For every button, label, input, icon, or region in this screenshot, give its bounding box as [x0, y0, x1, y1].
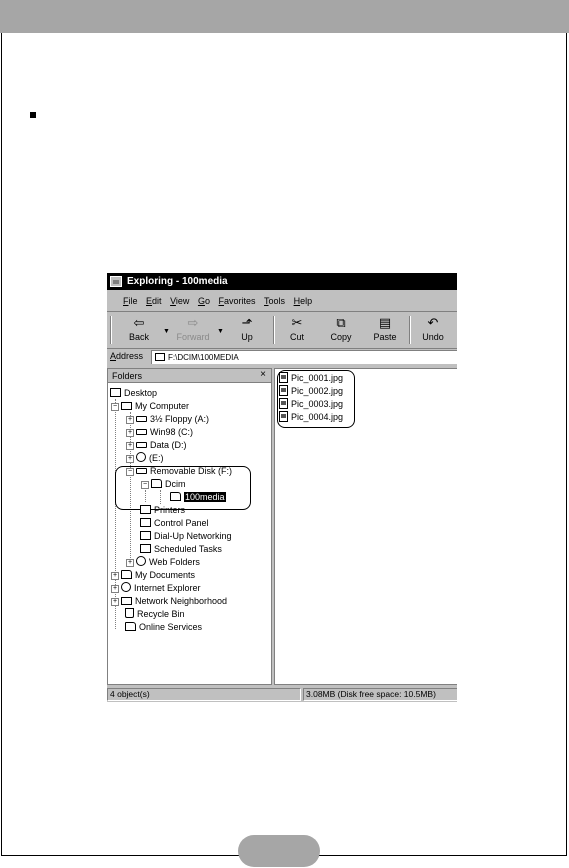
copy-icon: ⧉ [336, 316, 346, 331]
web-folder-icon [136, 556, 146, 566]
hard-drive-icon [136, 442, 147, 448]
status-bar [107, 687, 457, 702]
folders-pane [107, 368, 272, 685]
tree-label: Internet Explorer [134, 583, 201, 593]
folder-icon [121, 570, 132, 579]
tree-label-selected: 100media [185, 492, 225, 502]
copy-button[interactable] [321, 314, 361, 346]
up-label: Up [241, 332, 253, 342]
close-icon[interactable]: × [260, 369, 266, 380]
expand-icon[interactable]: + [127, 559, 133, 566]
expand-icon[interactable]: + [112, 585, 118, 592]
scheduled-tasks-icon [140, 544, 151, 553]
title-bar [107, 273, 457, 290]
control-panel-icon [140, 518, 151, 527]
internet-explorer-icon [121, 582, 131, 592]
tree-item-cd-drive[interactable] [126, 452, 164, 465]
folder-icon [125, 622, 136, 631]
collapse-icon[interactable]: − [112, 403, 118, 410]
tree-label: Win98 (C:) [150, 427, 194, 437]
paste-label: Paste [373, 332, 397, 342]
paste-button[interactable] [365, 314, 405, 346]
expand-icon[interactable]: + [127, 416, 133, 423]
forward-dropdown-icon[interactable]: ▼ [217, 328, 224, 335]
address-input[interactable] [151, 350, 457, 364]
tree-item-online-services[interactable] [125, 621, 202, 634]
tree-label: Control Panel [154, 518, 209, 528]
dial-up-icon [140, 531, 151, 540]
tree-item-desktop[interactable] [110, 387, 157, 400]
tree-item-my-computer[interactable] [111, 400, 189, 413]
tree-label: Recycle Bin [137, 609, 185, 619]
network-icon [121, 597, 132, 605]
tree-label: Scheduled Tasks [154, 544, 222, 554]
clipboard-icon: ▤ [378, 316, 392, 331]
menu-help[interactable]: Help [293, 296, 313, 306]
folders-title: Folders [112, 371, 143, 381]
menu-file[interactable]: File [123, 296, 138, 306]
floppy-drive-icon [136, 416, 147, 422]
undo-label: Undo [422, 332, 444, 342]
tree-item-data[interactable] [126, 439, 187, 452]
address-bar [107, 348, 457, 364]
file-name: Pic_0003.jpg [291, 399, 344, 409]
undo-icon: ↶ [427, 316, 439, 331]
address-value: F:\DCIM\100MEDIA [168, 353, 239, 362]
tree-label: 3½ Floppy (A:) [150, 414, 210, 424]
undo-button[interactable] [413, 314, 453, 346]
toolbar-separator [409, 316, 411, 344]
folder-icon [155, 353, 165, 361]
tree-label: Dcim [165, 479, 186, 489]
image-file-icon [279, 398, 288, 409]
tree-item-floppy[interactable] [126, 413, 209, 426]
collapse-icon[interactable]: − [127, 468, 133, 475]
file-name: Pic_0001.jpg [291, 373, 344, 383]
tree-item-control-panel[interactable] [140, 517, 209, 530]
back-arrow-icon: ⇦ [133, 316, 145, 331]
printer-icon [140, 505, 151, 514]
status-object-count: 4 object(s) [107, 688, 301, 701]
address-label: Address [110, 351, 144, 361]
collapse-icon[interactable]: − [142, 481, 148, 488]
page-number-tab [238, 835, 320, 867]
recycle-bin-icon [125, 608, 134, 618]
toolbar-separator [273, 316, 275, 344]
tree-label: Web Folders [149, 557, 200, 567]
tree-item-my-documents[interactable] [111, 569, 195, 582]
bullet-marker [30, 112, 36, 118]
file-name: Pic_0002.jpg [291, 386, 344, 396]
tree-item-network[interactable] [111, 595, 227, 608]
forward-button[interactable] [173, 314, 213, 346]
cut-button[interactable] [277, 314, 317, 346]
expand-icon[interactable]: + [112, 598, 118, 605]
cut-label: Cut [289, 332, 304, 342]
file-item[interactable] [279, 385, 343, 398]
file-item[interactable] [279, 411, 343, 424]
file-item[interactable] [279, 372, 343, 385]
tree-label: (E:) [149, 453, 164, 463]
tree-label: Network Neighborhood [135, 596, 228, 606]
status-disk-space: 3.08MB (Disk free space: 10.5MB) [303, 688, 457, 701]
folders-header [108, 369, 271, 383]
expand-icon[interactable]: + [127, 429, 133, 436]
menu-view[interactable]: View [170, 296, 190, 306]
page-header-bar [0, 0, 569, 33]
back-dropdown-icon[interactable]: ▼ [163, 328, 170, 335]
menu-go[interactable]: Go [197, 296, 210, 306]
tree-label: Printers [154, 505, 186, 515]
up-button[interactable] [227, 314, 267, 346]
image-file-icon [279, 385, 288, 396]
desktop-icon [110, 388, 121, 397]
menu-bar [107, 293, 457, 309]
tree-label: Data (D:) [150, 440, 187, 450]
hard-drive-icon [136, 429, 147, 435]
back-label: Back [128, 332, 149, 342]
tree-item-scheduled-tasks[interactable] [140, 543, 222, 556]
back-button[interactable] [119, 314, 159, 346]
tree-label: Desktop [124, 388, 158, 398]
expand-icon[interactable]: + [112, 572, 118, 579]
expand-icon[interactable]: + [127, 455, 133, 462]
cd-drive-icon [136, 452, 146, 462]
up-folder-icon: ⬏ [241, 316, 253, 331]
explorer-window [106, 272, 457, 702]
file-name: Pic_0004.jpg [291, 412, 344, 422]
image-file-icon [279, 411, 288, 422]
tree-label: Dial-Up Networking [154, 531, 232, 541]
forward-label: Forward [176, 332, 210, 342]
tree-item-dial-up[interactable] [140, 530, 232, 543]
tree-label: My Documents [135, 570, 196, 580]
files-pane [274, 368, 457, 685]
menu-edit[interactable]: Edit [146, 296, 162, 306]
tree-item-win98[interactable] [126, 426, 193, 439]
scissors-icon: ✂ [291, 316, 303, 331]
tree-item-printers[interactable] [140, 504, 185, 517]
computer-icon [121, 402, 132, 410]
explorer-icon [110, 276, 122, 287]
file-item[interactable] [279, 398, 343, 411]
tree-label: My Computer [135, 401, 190, 411]
tree-item-internet-explorer[interactable] [111, 582, 201, 595]
forward-arrow-icon: ⇨ [187, 316, 199, 331]
tree-label: Online Services [139, 622, 203, 632]
image-file-icon [279, 372, 288, 383]
expand-icon[interactable]: + [127, 442, 133, 449]
menu-tools[interactable]: Tools [264, 296, 286, 306]
tree-label: Removable Disk (F:) [150, 466, 233, 476]
toolbar [107, 311, 457, 347]
menu-favorites[interactable]: Favorites [218, 296, 256, 306]
tree-item-recycle-bin[interactable] [125, 608, 185, 621]
tree-item-web-folders[interactable] [126, 556, 200, 569]
toolbar-grip [110, 316, 112, 344]
window-title: Exploring - 100media [127, 276, 228, 287]
copy-label: Copy [330, 332, 352, 342]
